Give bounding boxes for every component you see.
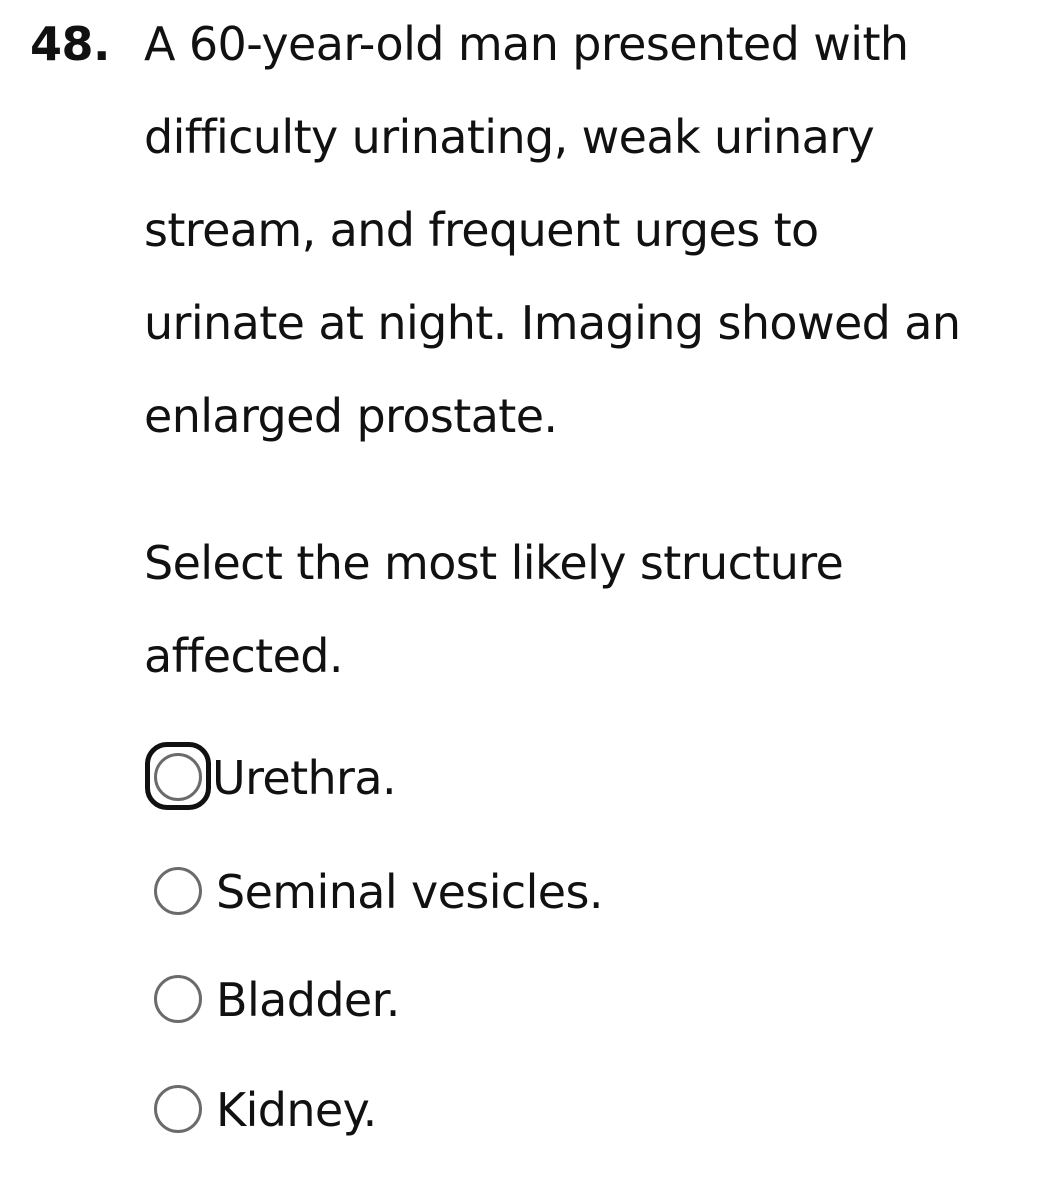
question-stem [144,14,1044,446]
radio-button[interactable] [144,738,214,818]
question-stem-line: A 60-year-old man presented with [144,17,909,71]
option-kidney[interactable] [144,1070,377,1150]
option-label: Bladder. [216,973,400,1027]
option-urethra[interactable] [144,738,396,818]
option-label: Urethra. [212,751,396,805]
radio-button[interactable] [144,1070,214,1150]
radio-circle-icon [154,1085,202,1133]
option-bladder[interactable] [144,960,400,1040]
question-stem-line: stream, and frequent urges to [144,203,819,257]
question-stem-line: urinate at night. Imaging showed an [144,296,961,350]
radio-circle-icon [154,867,202,915]
question-prompt [144,533,1044,686]
radio-circle-icon [154,753,202,801]
radio-button[interactable] [144,960,214,1040]
question-number: 48. [30,17,110,71]
option-label: Seminal vesicles. [216,865,603,919]
question-stem-line: difficulty urinating, weak urinary [144,110,875,164]
radio-circle-icon [154,975,202,1023]
radio-button[interactable] [144,852,214,932]
option-label: Kidney. [216,1083,377,1137]
question-prompt-line: Select the most likely structure [144,536,844,590]
question-prompt-line: affected. [144,629,343,683]
question-stem-line: enlarged prostate. [144,389,558,443]
option-seminal-vesicles[interactable] [144,852,603,932]
